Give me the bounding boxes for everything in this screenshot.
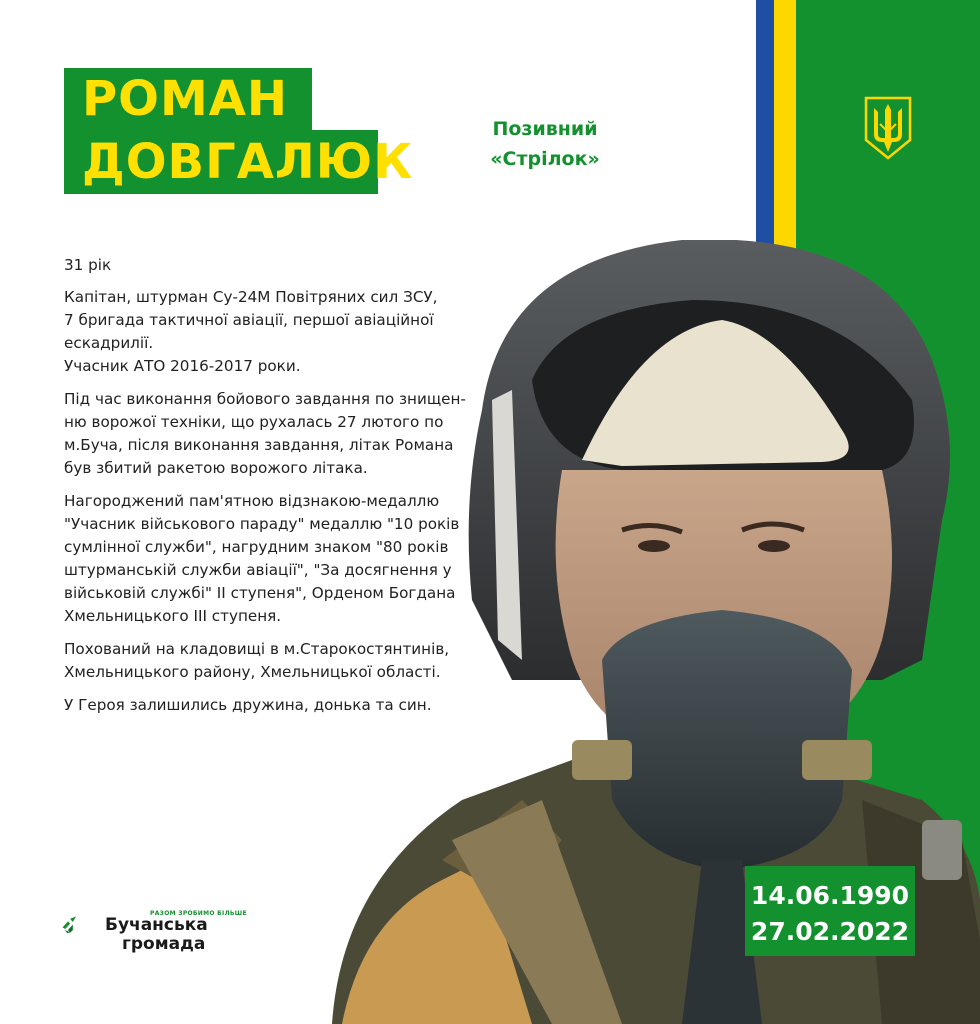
bio-burial-line: Похований на кладовищі в м.Старокостянтинів,	[64, 640, 450, 658]
bio-mission-line: ню ворожої техніки, що рухалась 27 лютого по	[64, 413, 444, 431]
bio-mission-line: м.Буча, після виконання завдання, літак Романа	[64, 436, 454, 454]
name-last: ДОВГАЛЮК	[64, 130, 378, 194]
callsign-block	[470, 114, 620, 174]
bio-mission-line: був збитий ракетою ворожого літака.	[64, 459, 368, 477]
name-first: РОМАН	[64, 68, 312, 130]
bio-burial-line: Хмельницького району, Хмельницької області.	[64, 663, 441, 681]
bio-awards-line: Хмельницького ІІІ ступеня.	[64, 607, 282, 625]
bio-awards-line: військовій службі" ІІ ступеня", Орденом Богдана	[64, 584, 456, 602]
logo-tagline: РАЗОМ ЗРОБИМО БІЛЬШЕ	[150, 910, 247, 917]
bio-age: 31 рік	[64, 256, 112, 274]
bio-awards-line: "Учасник військового параду" медаллю "10 років	[64, 515, 460, 533]
bio-awards-line: штурманській служби авіації", "За досягнення у	[64, 561, 452, 579]
callsign-value: «Стрілок»	[490, 148, 600, 170]
bio-rank-line: Учасник АТО 2016-2017 роки.	[64, 357, 301, 375]
bio-mission-line: Під час виконання бойового завдання по знищен-	[64, 390, 466, 408]
logo-line-1: Бучанська	[105, 915, 208, 935]
bio-awards-line: Нагороджений пам'ятною відзнакою-медаллю	[64, 492, 440, 510]
bio-family: У Героя залишились дружина, донька та син.	[64, 696, 432, 714]
logo-line-2: громада	[122, 934, 206, 954]
flag-yellow-stripe	[774, 0, 796, 248]
birth-date: 14.06.1990	[750, 881, 910, 910]
trident-icon	[862, 94, 914, 162]
bio-awards-line: сумлінної служби", нагрудним знаком "80 років	[64, 538, 449, 556]
flag-blue-stripe	[756, 0, 774, 248]
bucha-logo-icon	[62, 895, 108, 957]
callsign-label: Позивний	[492, 118, 598, 140]
death-date: 27.02.2022	[750, 917, 910, 946]
bio-rank-line: Капітан, штурман Су-24М Повітряних сил ЗСУ,	[64, 288, 438, 306]
bio-rank-line: 7 бригада тактичної авіації, першої авіаційної	[64, 311, 434, 329]
life-dates	[745, 866, 915, 956]
bio-rank-line: ескадрилії.	[64, 334, 154, 352]
